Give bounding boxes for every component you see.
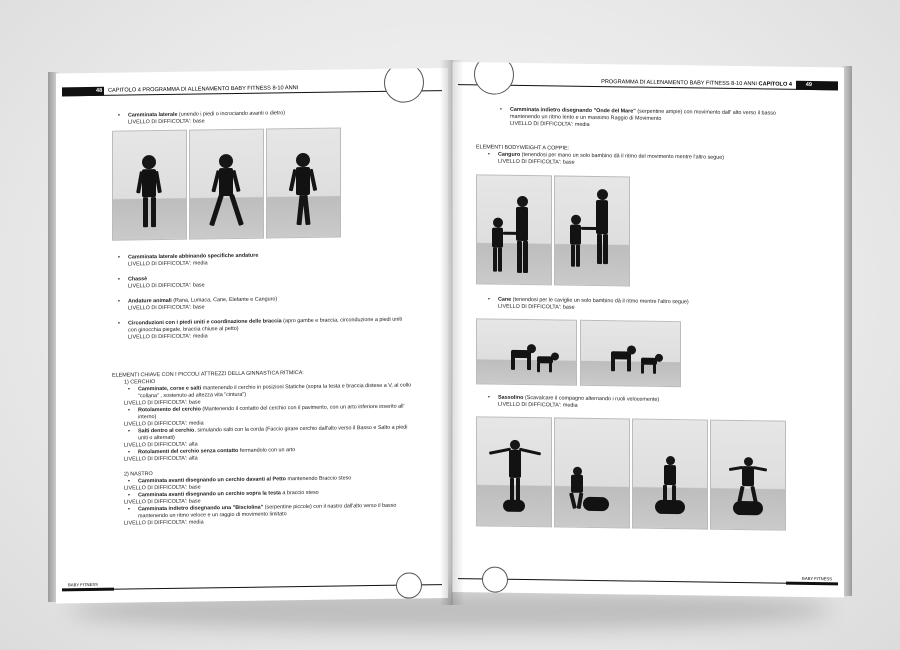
exercise-photo-canguro-1 (476, 174, 552, 285)
left-page (56, 68, 448, 603)
exercise-photo-sassolino-1 (476, 416, 552, 527)
nastro-item-1: • Camminata avanti disegnando un cerchio davanti al Petto mantenendo Braccio steso (124, 475, 412, 486)
left-item-4: • Andature animali (Rana, Lumaca, Cane, Elefante e Canguro) LIVELLO DI DIFFICOLTA': base (114, 295, 404, 313)
right-header (458, 76, 838, 90)
left-item-2: • Camminata laterale abbinando specifiche andature LIVELLO DI DIFFICOLTA': media (114, 251, 404, 269)
right-footer (458, 577, 838, 587)
cerchio-item-2: • Rotolamento del cerchio (Mantenendo il contatto del cerchio con il pavimento, con un arto inferiore inserito all' interno) (124, 404, 412, 422)
bodyweight-section: ELEMENTI BODYWEIGHT A COPPIE: • Canguro (tenendosi per mano un solo bambino dà il ritmo del movimento mentre l'altro segue) LIVELLO DI DIFFICOLTA': base (476, 144, 796, 169)
rhythmic-section: ELEMENTI CHIAVE CON I PICCOLI ATTREZZI DELLA GINNASTICA RITMICA: 1) CERCHIO • Camminate, corse e salti mantenendo il cerchio in posizioni Statiche (sopra la testa e braccia distese a V, al collo "collana" , sostenuto ad altezza vita "cintura") LIVELLO DI DIFFICOLTA': base • Rotolamento del cerchio (Mantenendo il contatto del cerchio con il pavimento, con un arto inferiore inserito all' interno) LIVELLO DI DIFFICOLTA': media • Salti dentro al cerchio, simulando salti con la corda (Faccio girare cerchio dall'alto verso il Basso e Salto a piedi uniti o alternati) LIVELLO DI DIFFICOLTA': alta • Rotolamenti del cerchio senza contatto fermandolo con un arto LIVELLO DI DIFFICOLTA': alta 2) NASTRO • Camminata avanti disegnando un cerchio davanti al Petto mantenendo Braccio steso LIVELLO DI DIFFICOLTA': base • Camminata avanti disegnando un cerchio sopra la testa a braccio steso LIVELLO DI DIFFICOLTA': base • Camminata indietro disegnando una "Bisciolina" (serpentine piccole) con il nastro dall'alto verso il basso mantenendo un ritmo veloce e un raggio di movimento limitato LIVELLO DI DIFFICOLTA': media (112, 369, 412, 528)
section-title-rhythmic: ELEMENTI CHIAVE CON I PICCOLI ATTREZZI DELLA GINNASTICA RITMICA: (112, 370, 304, 379)
group-label-cerchio: 1) CERCHIO (124, 379, 156, 386)
exercise-photo-side-step-3 (266, 127, 341, 238)
group-label-nastro: 2) NASTRO (124, 471, 153, 478)
left-footer-text: BABY FITNESS (68, 581, 98, 588)
exercise-photo-sassolino-4 (710, 420, 786, 531)
left-footer (62, 583, 442, 593)
header-circle-decoration-right (474, 62, 514, 95)
right-page (452, 62, 844, 597)
left-header-text: CAPITOLO 4 PROGRAMMA DI ALLENAMENTO BABY FITNESS 8-10 ANNI (108, 85, 299, 94)
right-footer-text: BABY FITNESS (802, 575, 832, 582)
nastro-item-3: • Camminata indietro disegnando una "Bisciolina" (serpentine piccole) con il nastro dall'alto verso il basso mantenendo un ritmo veloce e un raggio di movimento limitato (124, 503, 412, 521)
cerchio-item-1: • Camminate, corse e salti mantenendo il cerchio in posizioni Statiche (sopra la testa e braccia distese a V, al collo "collana" , sostenuto ad altezza vita "cintura") (124, 383, 412, 401)
exercise-photo-cane-2 (580, 320, 681, 387)
exercise-photo-cane-1 (476, 318, 577, 385)
right-page-number: 49 (805, 81, 812, 89)
exercise-photo-sassolino-3 (632, 419, 708, 530)
cerchio-item-4: • Rotolamenti del cerchio senza contatto fermandolo con un arto (124, 446, 412, 457)
pair-item-canguro: • Canguro (tenendosi per mano un solo bambino dà il ritmo del movimento mentre l'altro segue) (484, 151, 796, 162)
left-items-list (114, 251, 404, 350)
exercise-photo-canguro-2 (554, 175, 630, 286)
exercise-photo-sassolino-2 (554, 417, 630, 528)
footer-circle-decoration-right (482, 566, 508, 592)
section-title-bodyweight: ELEMENTI BODYWEIGHT A COPPIE: (476, 144, 570, 152)
right-top-item: • Camminata indietro disegnando "Onde del Mare" (serpentine ampie) con movimento dall' alto verso il basso mantenendo un ritmo lento e un massimo Raggio di Movimento LIVELLO DI DIFFICOLTA': media (496, 107, 796, 132)
nastro-item-2: • Camminata avanti disegnando un cerchio sopra la testa a braccio steso (124, 489, 412, 500)
left-page-number: 48 (96, 87, 103, 94)
cerchio-item-3: • Salti dentro al cerchio, simulando salti con la corda (Faccio girare cerchio dall'alto verso il Basso e Salto a piedi uniti o alternati) (124, 425, 412, 443)
header-circle-decoration (384, 68, 424, 103)
exercise-photo-side-step-1 (112, 130, 187, 241)
exercise-photo-side-step-2 (189, 129, 264, 240)
left-item-1: • Camminata laterale (unendo i piedi o incrociando avanti o dietro) LIVELLO DI DIFFICOLTA': base (114, 109, 404, 127)
pair-item-cane: • Cane (tenendosi per le caviglie un solo bambino dà il ritmo mentre l'altro segue) LIVELLO DI DIFFICOLTA': base (484, 296, 794, 314)
pair-item-sassolino: • Sassolino (Scavalcare il compagno alternando i ruoli velocemente) LIVELLO DI DIFFICOLTA': media (484, 394, 794, 412)
footer-circle-decoration (396, 572, 422, 598)
right-header-text: PROGRAMMA DI ALLENAMENTO BABY FITNESS 8-10 ANNI CAPITOLO 4 (601, 79, 792, 88)
left-item-3: • Chassè LIVELLO DI DIFFICOLTA': base (114, 273, 404, 291)
left-item-5: • Circonduzioni con i piedi uniti e coordinazione delle braccia (apro gambe e braccia, circonduzione a piedi uniti con ginocchia piegate, braccia chiuse al petto) LIVELLO DI DIFFICOLTA': media (114, 317, 404, 342)
